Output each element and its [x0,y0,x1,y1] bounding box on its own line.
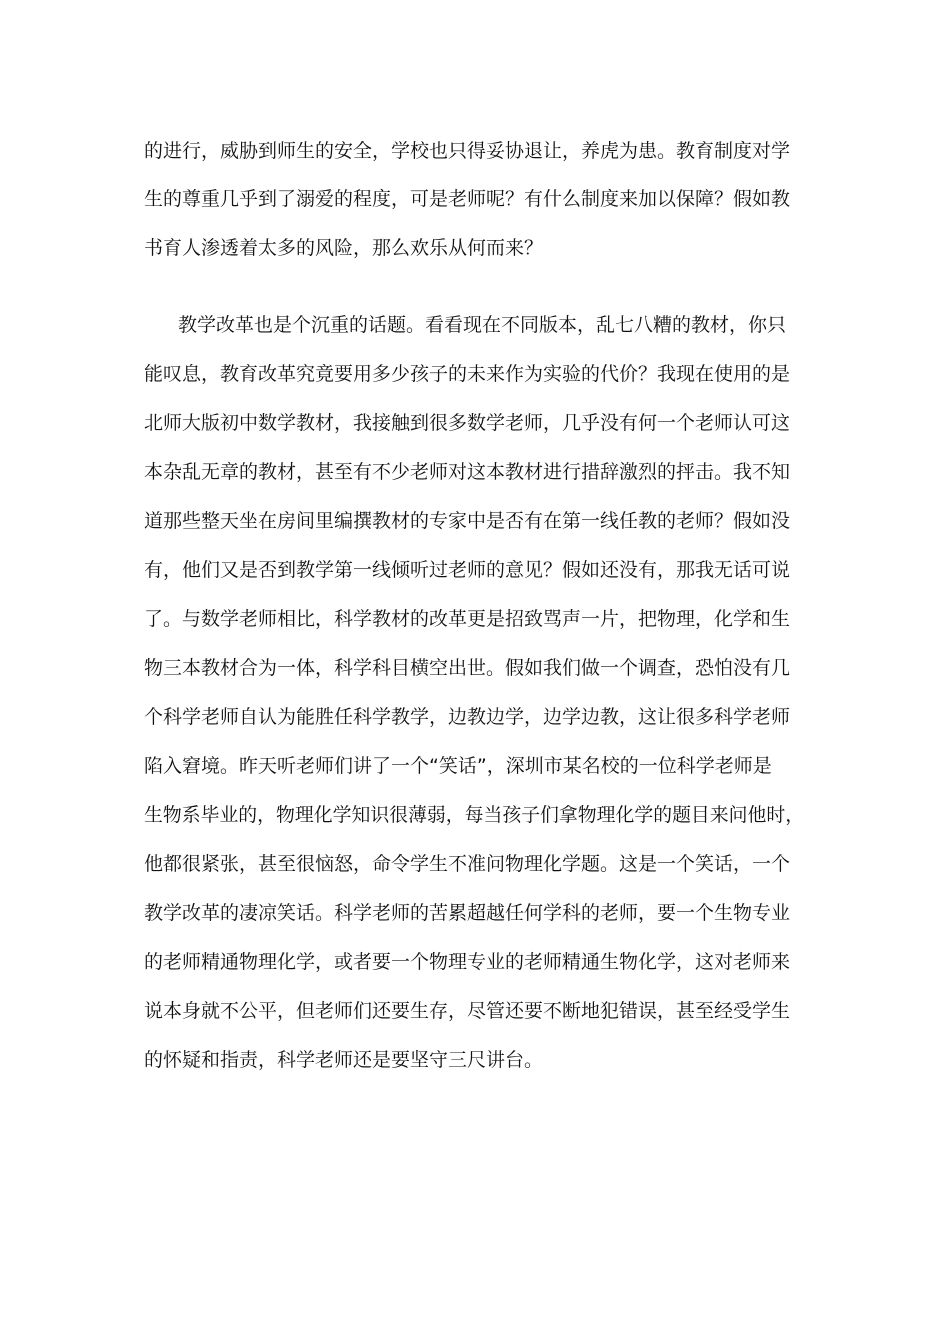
paragraph-line: 了。与数学老师相比，科学教材的改革更是招致骂声一片，把物理，化学和生 [144,608,791,630]
paragraph-line: 的怀疑和指责，科学老师还是要坚守三尺讲台。 [144,1049,544,1071]
paragraph-line: 个科学老师自认为能胜任科学教学，边教边学，边学边教，这让很多科学老师 [144,706,791,728]
paragraph-line: 本杂乱无章的教材，甚至有不少老师对这本教材进行措辞激烈的抨击。我不知 [144,461,791,483]
paragraph-line: 道那些整天坐在房间里编撰教材的专家中是否有在第一线任教的老师？假如没 [144,510,791,532]
paragraph-line: 他都很紧张，甚至很恼怒，命令学生不准问物理化学题。这是一个笑话，一个 [144,853,791,875]
paragraph-line: 的老师精通物理化学，或者要一个物理专业的老师精通生物化学，这对老师来 [144,951,791,973]
paragraph-line: 的进行，威胁到师生的安全，学校也只得妥协退让，养虎为患。教育制度对学 [144,140,791,162]
paragraph-line: 书育人渗透着太多的风险，那么欢乐从何而来？ [144,237,544,259]
paragraph-line: 说本身就不公平，但老师们还要生存，尽管还要不断地犯错误，甚至经受学生 [144,1000,791,1022]
paragraph-line: 教学改革也是个沉重的话题。看看现在不同版本，乱七八糟的教材，你只 [178,314,787,336]
paragraph-line: 物三本教材合为一体，科学科目横空出世。假如我们做一个调查，恐怕没有几 [144,657,791,679]
paragraph-line: 有，他们又是否到教学第一线倾听过老师的意见？假如还没有，那我无话可说 [144,559,791,581]
paragraph-line: 陷入窘境。昨天听老师们讲了一个“笑话”，深圳市某名校的一位科学老师是 [144,755,772,777]
paragraph-line: 北师大版初中数学教材，我接触到很多数学老师，几乎没有何一个老师认可这 [144,412,791,434]
paragraph-line: 能叹息，教育改革究竟要用多少孩子的未来作为实验的代价？我现在使用的是 [144,363,791,385]
paragraph-line: 生的尊重几乎到了溺爱的程度，可是老师呢？有什么制度来加以保障？假如教 [144,188,791,210]
paragraph-line: 教学改革的凄凉笑话。科学老师的苦累超越任何学科的老师，要一个生物专业 [144,902,791,924]
paragraph-line: 生物系毕业的，物理化学知识很薄弱，每当孩子们拿物理化学的题目来问他时， [144,804,805,826]
